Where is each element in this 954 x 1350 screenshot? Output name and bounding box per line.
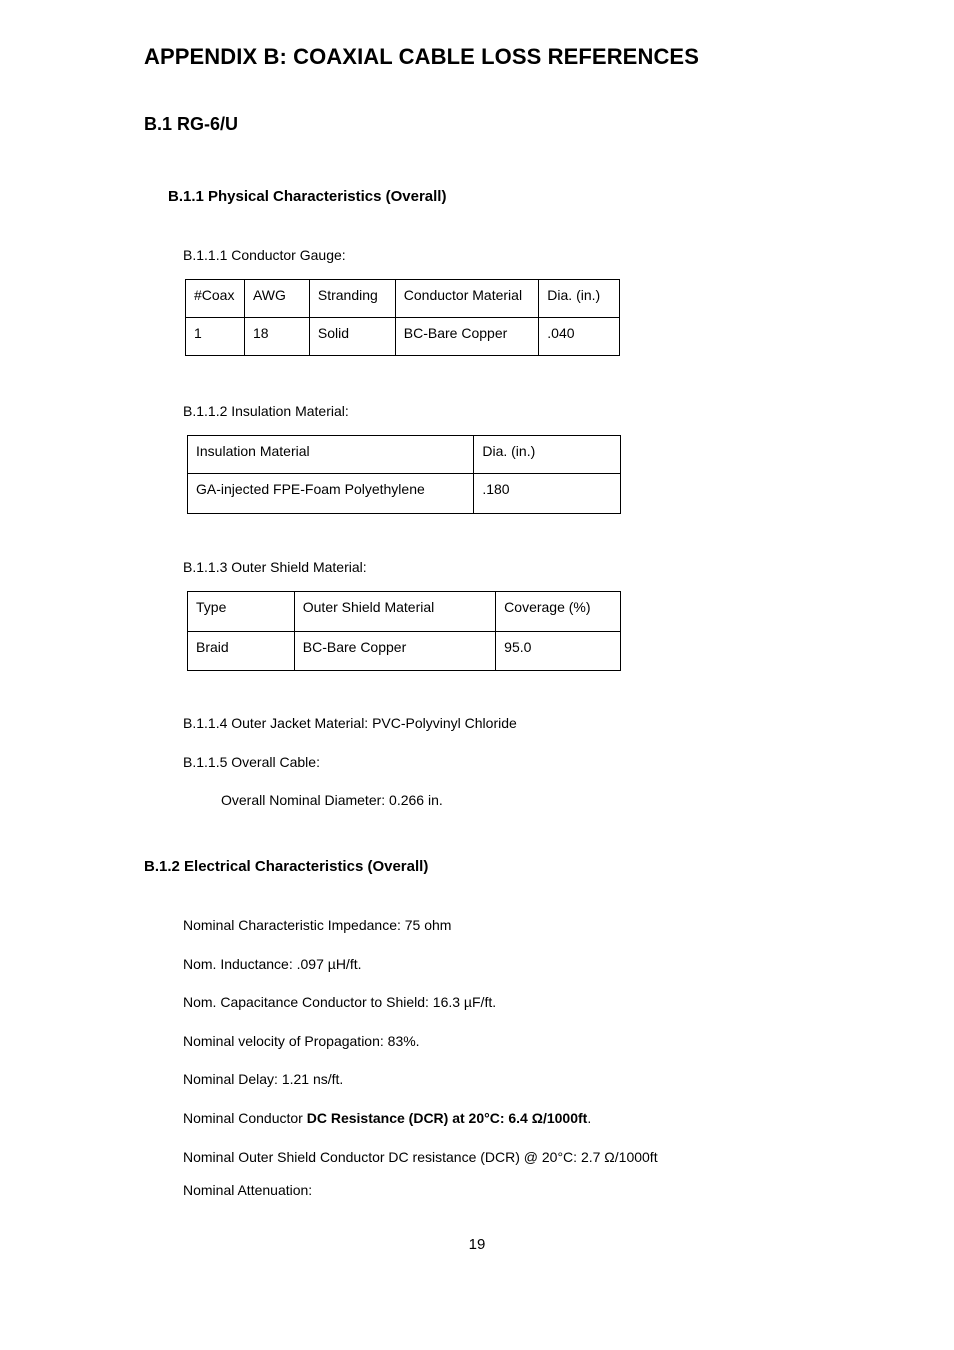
table-cell: 95.0 (496, 632, 621, 671)
table-header-row (188, 592, 621, 632)
header-cell: Coverage (%) (496, 592, 621, 632)
header-cell: Stranding (309, 280, 395, 318)
overall-cable-label: B.1.1.5 Overall Cable: (183, 754, 320, 770)
table-cell: 1 (186, 318, 245, 356)
conductor-gauge-label: B.1.1.1 Conductor Gauge: (183, 247, 346, 263)
table-cell: GA-injected FPE-Foam Polyethylene (188, 474, 474, 514)
header-cell: Type (188, 592, 295, 632)
physical-heading: B.1.1 Physical Characteristics (Overall) (168, 188, 447, 205)
dcr-bold-text: DC Resistance (DCR) at 20°C: 6.4 Ω/1000ft (306, 1110, 588, 1126)
impedance-line: Nominal Characteristic Impedance: 75 ohm (183, 917, 452, 933)
section-title: B.1 RG-6/U (144, 114, 239, 134)
header-cell: Dia. (in.) (474, 436, 621, 474)
outer-shield-table (187, 591, 621, 671)
table-cell: 18 (244, 318, 309, 356)
delay-line: Nominal Delay: 1.21 ns/ft. (183, 1071, 344, 1087)
outer-shield-label: B.1.1.3 Outer Shield Material: (183, 559, 367, 575)
attenuation-line: Nominal Attenuation: (183, 1182, 313, 1198)
dcr-line (183, 1110, 591, 1126)
table-header-row (188, 436, 621, 474)
table-cell: .180 (474, 474, 621, 514)
header-cell: Outer Shield Material (294, 592, 495, 632)
header-cell: Insulation Material (188, 436, 474, 474)
table-cell: BC-Bare Copper (395, 318, 539, 356)
table-cell: .040 (539, 318, 620, 356)
overall-diameter-line: Overall Nominal Diameter: 0.266 in. (221, 792, 443, 808)
appendix-title: APPENDIX B: COAXIAL CABLE LOSS REFERENCES (144, 44, 699, 69)
table-row (186, 318, 620, 356)
insulation-label: B.1.1.2 Insulation Material: (183, 403, 349, 419)
table-cell: Solid (309, 318, 395, 356)
header-cell: Dia. (in.) (539, 280, 620, 318)
header-cell: #Coax (186, 280, 245, 318)
table-row (188, 632, 621, 671)
dcr-prefix: Nominal Conductor (183, 1110, 307, 1126)
insulation-table (187, 435, 621, 514)
inductance-line: Nom. Inductance: .097 µH/ft. (183, 956, 362, 972)
velocity-line: Nominal velocity of Propagation: 83%. (183, 1033, 420, 1049)
table-header-row (186, 280, 620, 318)
electrical-heading: B.1.2 Electrical Characteristics (Overall) (144, 858, 429, 875)
conductor-gauge-table (185, 279, 620, 356)
capacitance-line: Nom. Capacitance Conductor to Shield: 16.3 µF/ft. (183, 994, 497, 1010)
table-cell: Braid (188, 632, 295, 671)
header-cell: Conductor Material (395, 280, 539, 318)
shield-dcr-line: Nominal Outer Shield Conductor DC resistance (DCR) @ 20°C: 2.7 Ω/1000ft (183, 1149, 658, 1165)
header-cell: AWG (244, 280, 309, 318)
table-row (188, 474, 621, 514)
table-cell: BC-Bare Copper (294, 632, 495, 671)
outer-jacket-line: B.1.1.4 Outer Jacket Material: PVC-Polyvinyl Chloride (183, 715, 517, 731)
page-number: 19 (468, 1236, 486, 1253)
dcr-suffix: . (587, 1110, 592, 1126)
